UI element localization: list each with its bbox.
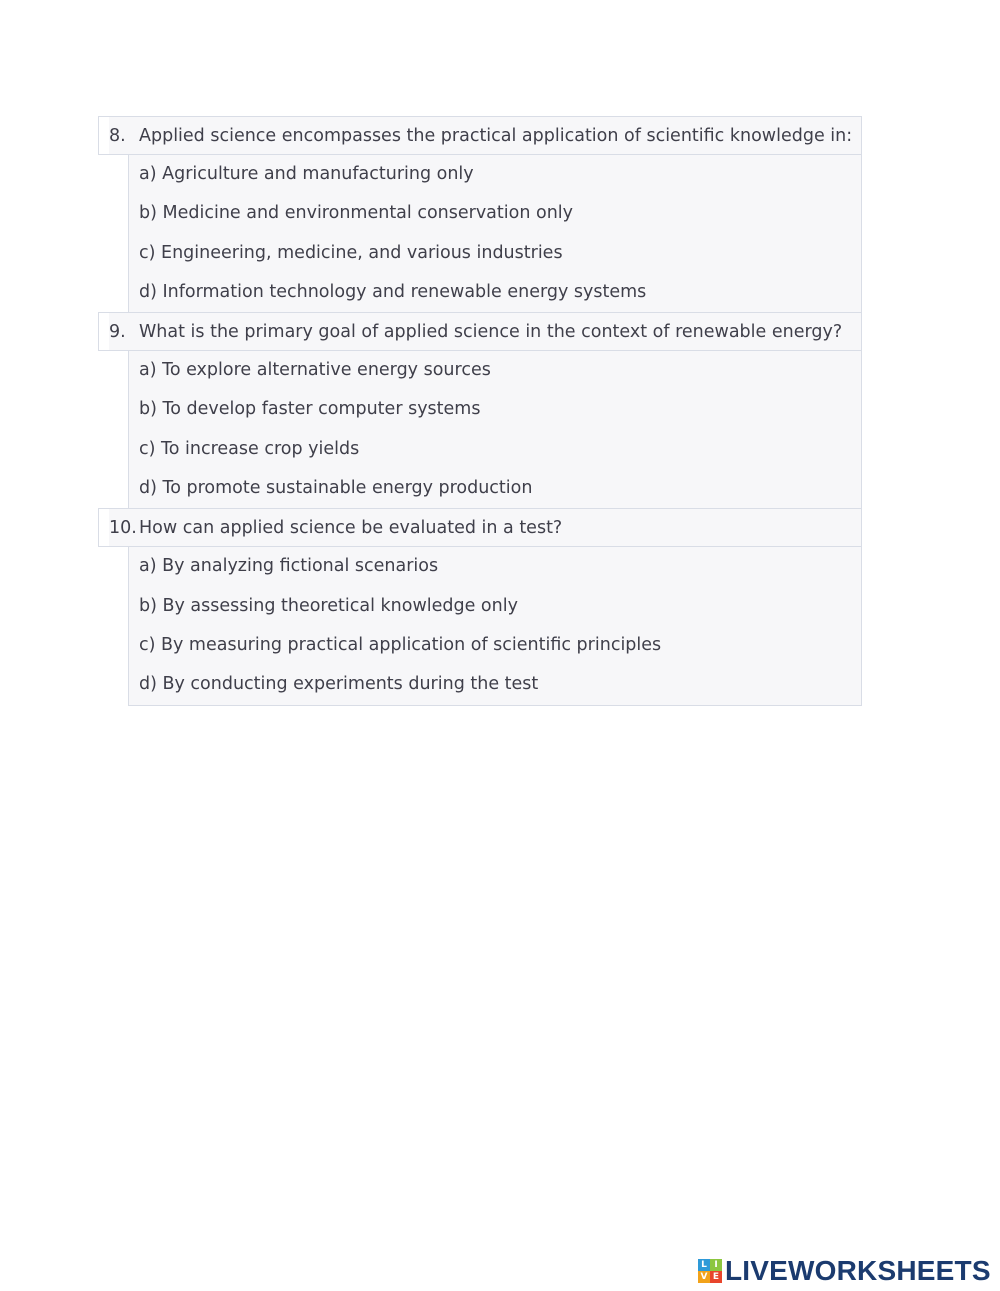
- question-block-9: [98, 312, 862, 508]
- option-a[interactable]: a) By analyzing fictional scenarios: [139, 556, 439, 577]
- logo-mark-letter: L: [698, 1259, 710, 1271]
- quiz-sheet: [98, 116, 862, 706]
- option-list: [128, 351, 862, 508]
- option-c[interactable]: c) Engineering, medicine, and various industries: [139, 242, 563, 263]
- option-list: [128, 547, 862, 705]
- question-row: [98, 116, 862, 155]
- logo-mark-letter: E: [710, 1271, 722, 1283]
- option-d[interactable]: d) Information technology and renewable energy systems: [139, 281, 647, 302]
- option-b[interactable]: b) Medicine and environmental conservation only: [139, 203, 574, 224]
- logo-mark-icon: [698, 1259, 722, 1283]
- liveworksheets-logo: [698, 1256, 991, 1286]
- option-list: [128, 155, 862, 312]
- question-row: [98, 312, 862, 351]
- option-c[interactable]: c) By measuring practical application of scientific principles: [139, 634, 662, 655]
- option-c[interactable]: c) To increase crop yields: [139, 438, 360, 459]
- question-block-10: [98, 508, 862, 705]
- logo-mark-letter: I: [710, 1259, 722, 1271]
- question-number: 9.: [109, 321, 126, 342]
- option-d[interactable]: d) To promote sustainable energy production: [139, 478, 533, 499]
- question-text: What is the primary goal of applied science in the context of renewable energy?: [139, 321, 843, 342]
- question-number: 8.: [109, 125, 126, 146]
- question-text: Applied science encompasses the practical application of scientific knowledge in:: [139, 125, 853, 146]
- option-a[interactable]: a) To explore alternative energy sources: [139, 360, 491, 381]
- option-b[interactable]: b) To develop faster computer systems: [139, 399, 481, 420]
- question-text: How can applied science be evaluated in a test?: [139, 517, 563, 538]
- question-block-8: [98, 116, 862, 312]
- logo-mark-letter: V: [698, 1271, 710, 1283]
- question-row: [98, 508, 862, 547]
- option-b[interactable]: b) By assessing theoretical knowledge only: [139, 595, 518, 616]
- question-number: 10.: [109, 517, 137, 538]
- option-a[interactable]: a) Agriculture and manufacturing only: [139, 164, 474, 184]
- option-d[interactable]: d) By conducting experiments during the test: [139, 674, 539, 695]
- logo-text: LIVEWORKSHEETS: [725, 1255, 991, 1286]
